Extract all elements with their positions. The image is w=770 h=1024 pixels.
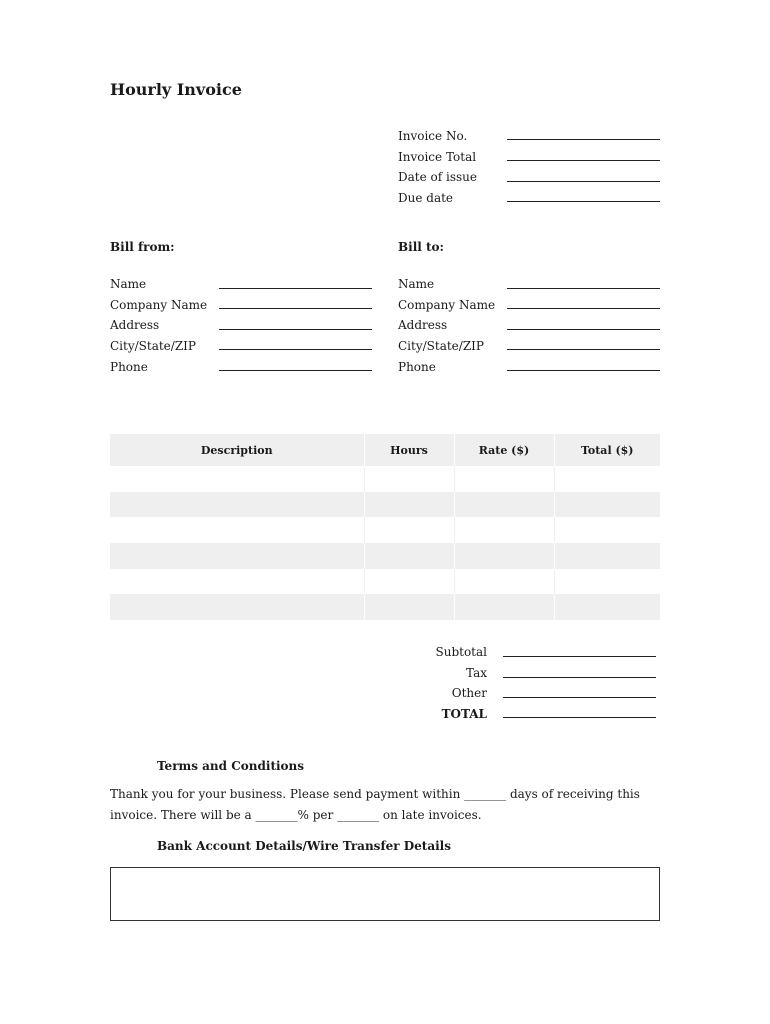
table-header-row [110, 434, 660, 466]
other-label: Other [451, 686, 487, 700]
bill-from-company-field[interactable] [219, 308, 372, 309]
bill-from-address-label: Address [110, 318, 160, 332]
bill-from-company-label: Company Name [110, 298, 208, 312]
bill-from-city-field[interactable] [219, 349, 372, 350]
description-cell[interactable] [110, 569, 364, 595]
bill-from-phone-label: Phone [110, 360, 148, 374]
column-header-rate: Rate ($) [454, 434, 554, 466]
bill-to-heading: Bill to: [398, 240, 444, 254]
bill-from-name-field[interactable] [219, 288, 372, 289]
terms-heading: Terms and Conditions [157, 759, 305, 773]
description-cell[interactable] [110, 517, 364, 543]
invoice-total-label: Invoice Total [398, 150, 477, 164]
terms-text [110, 784, 655, 825]
description-cell[interactable] [110, 594, 364, 620]
bill-to-name-label: Name [398, 277, 435, 291]
hours-cell[interactable] [364, 466, 454, 492]
bill-from-phone-field[interactable] [219, 370, 372, 371]
rate-cell[interactable] [454, 517, 554, 543]
description-cell[interactable] [110, 543, 364, 569]
bill-to-company-field[interactable] [507, 308, 660, 309]
terms-line-1: Thank you for your business. Please send payment within _______ days of receiving this [110, 787, 640, 801]
tax-label: Tax [466, 666, 487, 680]
hours-cell[interactable] [364, 492, 454, 518]
hours-cell[interactable] [364, 594, 454, 620]
page-title: Hourly Invoice [110, 80, 242, 99]
rate-cell[interactable] [454, 594, 554, 620]
total-field[interactable] [503, 717, 656, 718]
bill-to-name-field[interactable] [507, 288, 660, 289]
table-row [110, 466, 660, 492]
column-header-hours: Hours [364, 434, 454, 466]
total-cell[interactable] [554, 517, 660, 543]
table-row [110, 543, 660, 569]
date-of-issue-field[interactable] [507, 181, 660, 182]
bank-details-box[interactable] [110, 867, 660, 921]
bill-to-city-field[interactable] [507, 349, 660, 350]
bill-from-heading: Bill from: [110, 240, 175, 254]
total-cell[interactable] [554, 466, 660, 492]
table-row [110, 492, 660, 518]
rate-cell[interactable] [454, 466, 554, 492]
bill-from-city-label: City/State/ZIP [110, 339, 196, 353]
bank-details-heading: Bank Account Details/Wire Transfer Details [157, 839, 451, 853]
invoice-no-label: Invoice No. [398, 129, 468, 143]
bill-to-phone-field[interactable] [507, 370, 660, 371]
tax-field[interactable] [503, 677, 656, 678]
hours-cell[interactable] [364, 543, 454, 569]
table-row [110, 594, 660, 620]
rate-cell[interactable] [454, 569, 554, 595]
hours-cell[interactable] [364, 569, 454, 595]
bill-from-address-field[interactable] [219, 329, 372, 330]
subtotal-label: Subtotal [435, 645, 487, 659]
total-cell[interactable] [554, 594, 660, 620]
column-header-description: Description [110, 434, 364, 466]
table-row [110, 569, 660, 595]
column-header-total: Total ($) [554, 434, 660, 466]
total-cell[interactable] [554, 569, 660, 595]
date-of-issue-label: Date of issue [398, 170, 477, 184]
bill-to-company-label: Company Name [398, 298, 496, 312]
bill-to-address-field[interactable] [507, 329, 660, 330]
line-items-table [110, 434, 661, 620]
other-field[interactable] [503, 697, 656, 698]
invoice-no-field[interactable] [507, 139, 660, 140]
bill-to-city-label: City/State/ZIP [398, 339, 484, 353]
rate-cell[interactable] [454, 492, 554, 518]
bill-to-address-label: Address [398, 318, 448, 332]
total-cell[interactable] [554, 543, 660, 569]
total-cell[interactable] [554, 492, 660, 518]
hours-cell[interactable] [364, 517, 454, 543]
subtotal-field[interactable] [503, 656, 656, 657]
total-label: TOTAL [441, 707, 487, 721]
rate-cell[interactable] [454, 543, 554, 569]
due-date-label: Due date [398, 191, 454, 205]
table-row [110, 517, 660, 543]
bill-from-name-label: Name [110, 277, 147, 291]
description-cell[interactable] [110, 492, 364, 518]
invoice-total-field[interactable] [507, 160, 660, 161]
due-date-field[interactable] [507, 201, 660, 202]
description-cell[interactable] [110, 466, 364, 492]
bill-to-phone-label: Phone [398, 360, 436, 374]
terms-line-2: invoice. There will be a _______% per _______ on late invoices. [110, 807, 482, 822]
